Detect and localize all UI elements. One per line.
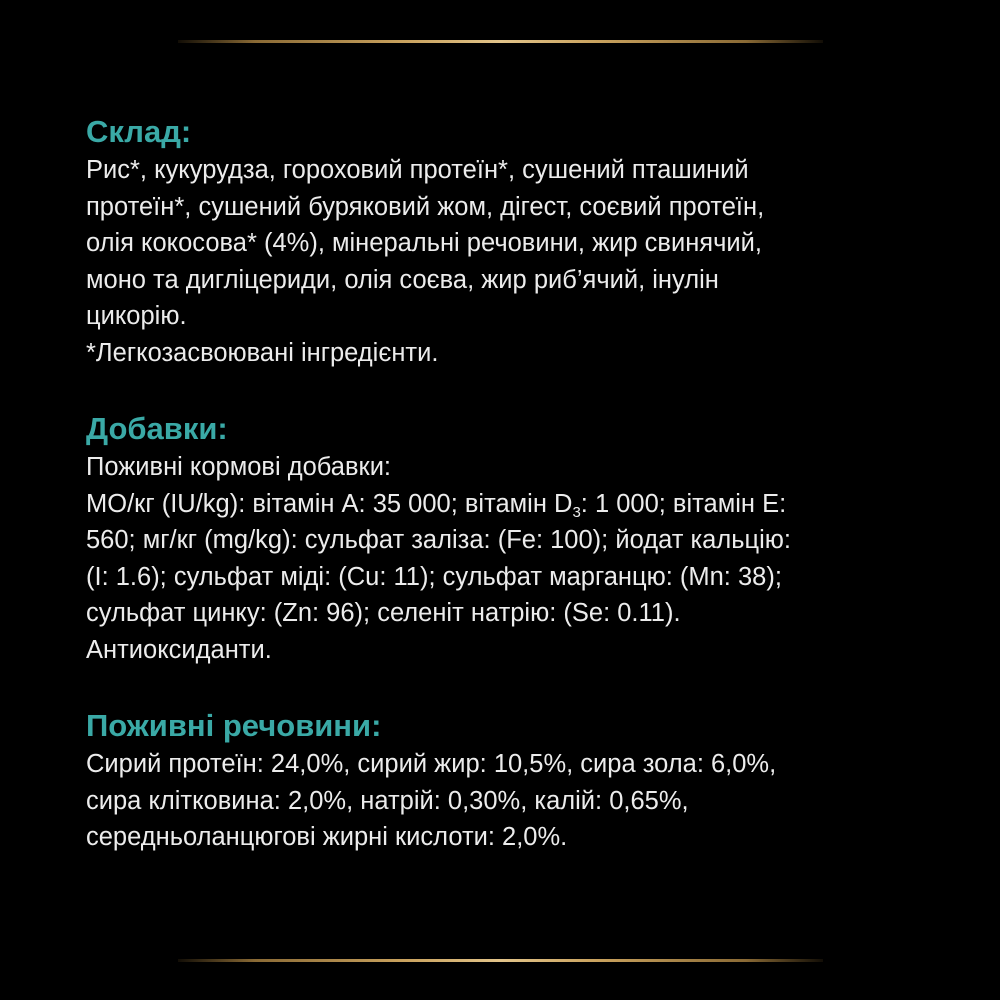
nutrients-heading: Поживні речовини: <box>86 708 382 743</box>
additives-heading: Добавки: <box>86 411 228 446</box>
additives-line-continued: : 1 000; вітамін Е: <box>580 489 787 518</box>
composition-footnote: *Легкозасвоювані інгредієнти. <box>86 338 439 367</box>
additives-line: сульфат цинку: (Zn: 96); селеніт натрію: (Se: 0.11). <box>86 599 681 627</box>
nutrients-line: сира клітковина: 2,0%, натрій: 0,30%, калій: 0,65%, <box>86 786 689 815</box>
additives-line: (I: 1.6); сульфат міді: (Cu: 11); сульфат марганцю: (Mn: 38); <box>86 562 782 591</box>
top-gold-divider <box>178 40 823 43</box>
composition-line: моно та дигліцериди, олія соєва, жир риб’ячий, інулін <box>86 265 719 294</box>
additives-section <box>86 409 946 668</box>
vitamin-d-subscript: 3 <box>572 503 581 521</box>
additives-line: 560; мг/кг (mg/kg): сульфат заліза: (Fe: 100); йодат кальцію: <box>86 526 791 554</box>
nutrients-section <box>86 706 946 856</box>
composition-line: олія кокосова* (4%), мінеральні речовини, жир свинячий, <box>86 229 762 257</box>
nutrients-line: Сирий протеїн: 24,0%, сирий жир: 10,5%, сира зола: 6,0%, <box>86 750 777 778</box>
bottom-gold-divider <box>178 959 823 962</box>
composition-text <box>86 152 946 371</box>
composition-line: протеїн*, сушений буряковий жом, дігест, соєвий протеїн, <box>86 192 765 221</box>
additives-line: МО/кг (IU/kg): вітамін А: 35 000; вітамін D <box>86 489 573 518</box>
composition-line: Рис*, кукурудза, гороховий протеїн*, сушений пташиний <box>86 156 749 184</box>
product-info-panel <box>86 112 946 856</box>
composition-heading: Склад: <box>86 114 192 149</box>
composition-section <box>86 112 946 371</box>
additives-line: Антиоксиданти. <box>86 635 272 664</box>
nutrients-text <box>86 746 946 856</box>
additives-text <box>86 449 946 668</box>
composition-line: цикорію. <box>86 302 187 330</box>
nutrients-line: середньоланцюгові жирні кислоти: 2,0%. <box>86 823 568 851</box>
additives-intro: Поживні кормові добавки: <box>86 453 392 481</box>
